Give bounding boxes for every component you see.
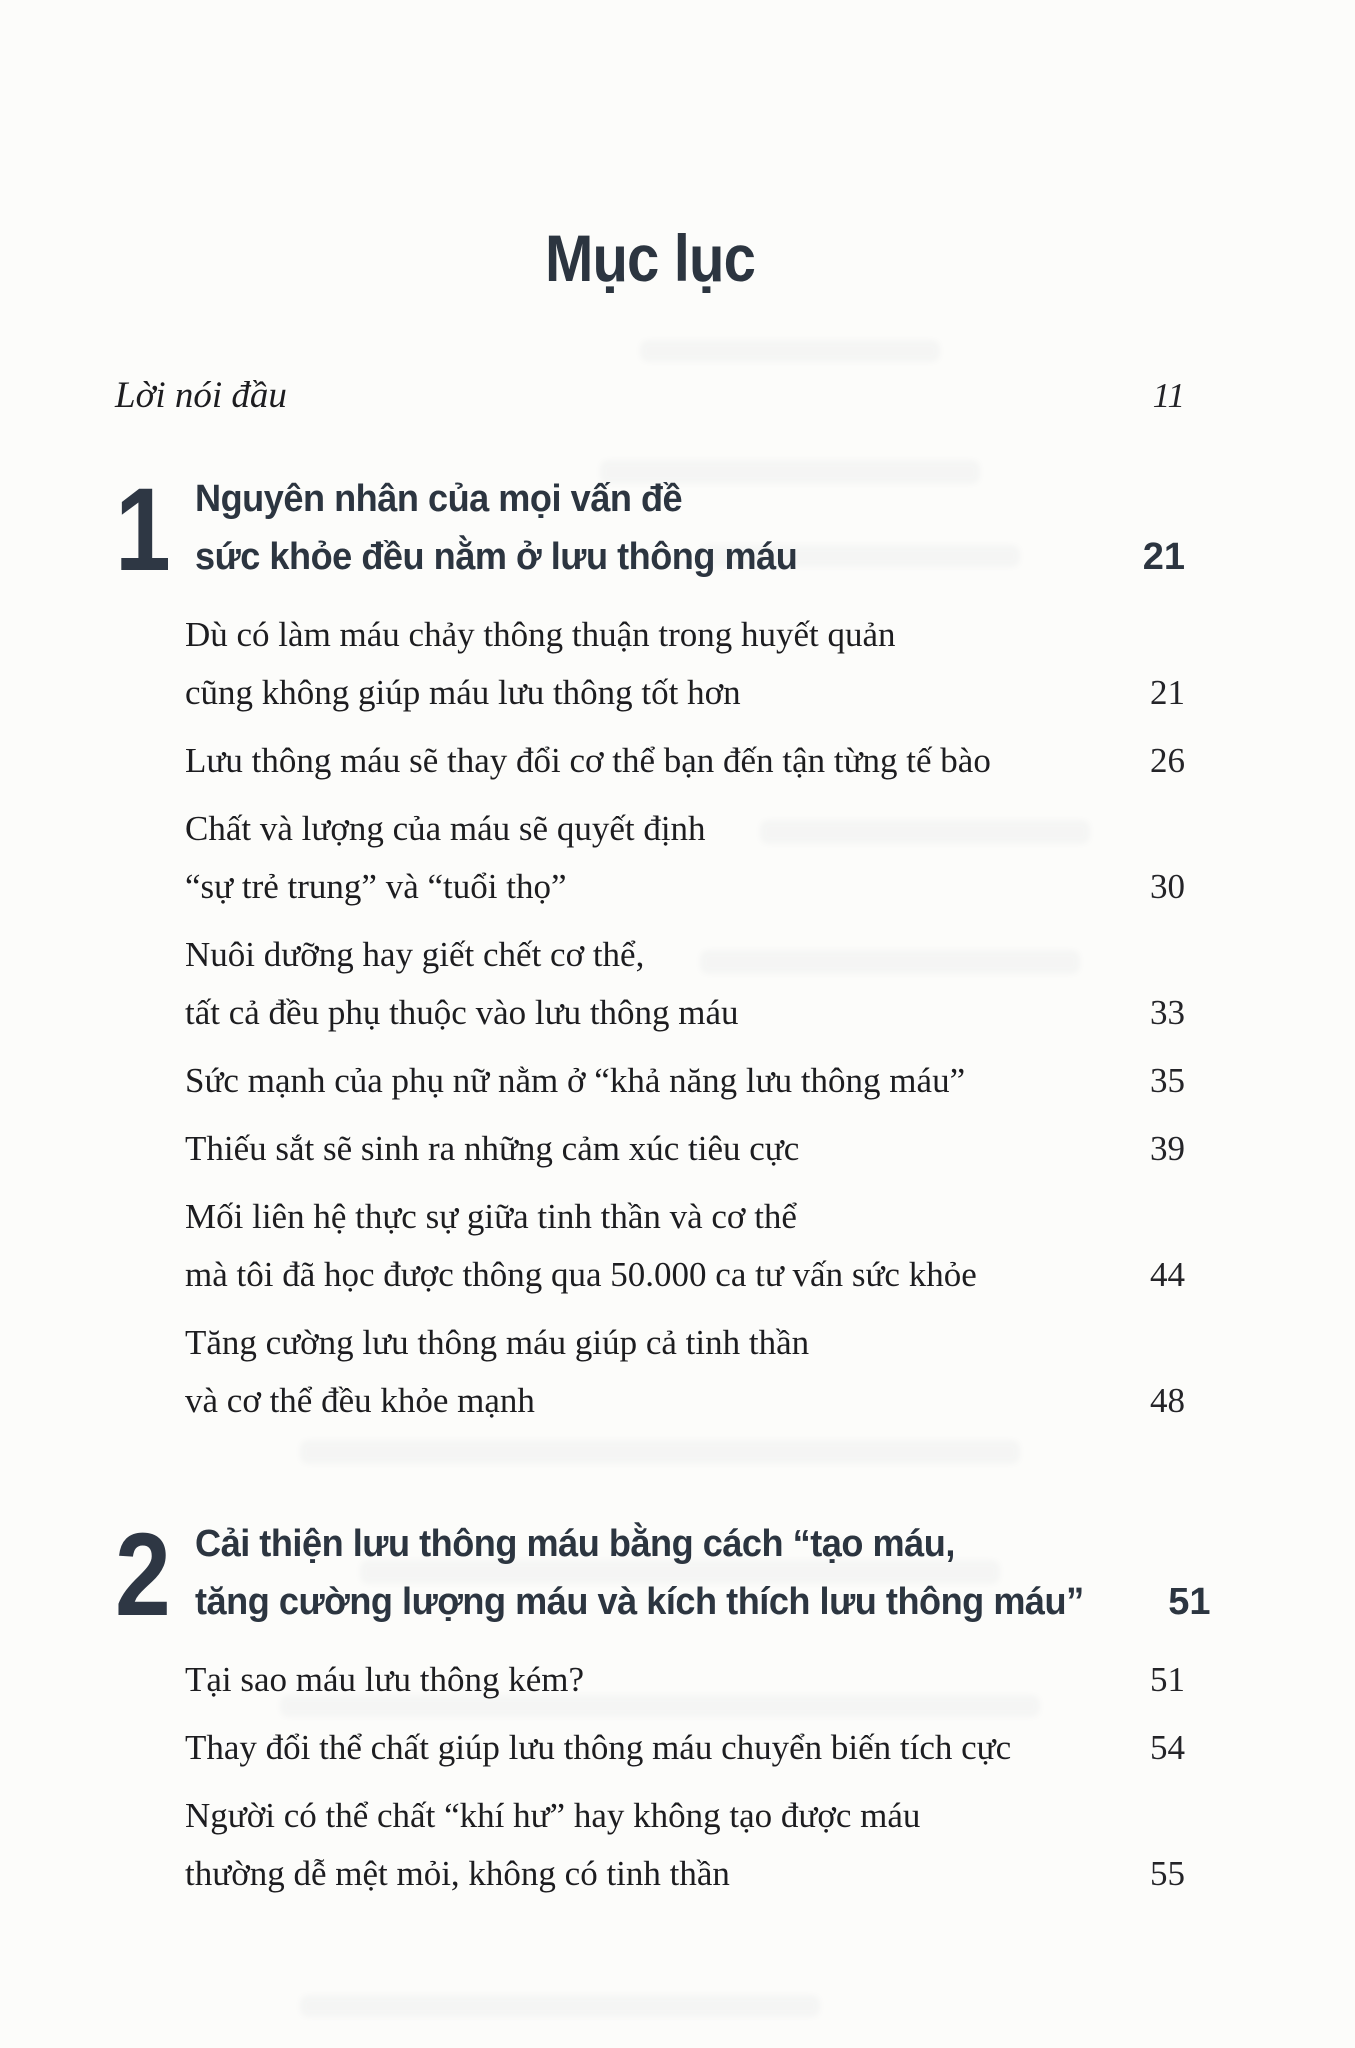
entry-page-number: 44 bbox=[1150, 1255, 1185, 1294]
toc-entry-row bbox=[115, 1314, 1185, 1430]
entry-text bbox=[185, 926, 1105, 1042]
entry-page-number: 30 bbox=[1150, 867, 1185, 906]
toc-entry-row bbox=[115, 1052, 1185, 1110]
entry-text-line: mà tôi đã học được thông qua 50.000 ca tư vấn sức khỏe bbox=[185, 1255, 977, 1294]
entry-page-number: 35 bbox=[1150, 1061, 1185, 1100]
entry-text-line: và cơ thể đều khỏe mạnh bbox=[185, 1381, 535, 1420]
toc-entry-row bbox=[115, 1787, 1185, 1903]
entry-text-line: Mối liên hệ thực sự giữa tinh thần và cơ thể bbox=[185, 1197, 797, 1236]
entry-page-number: 33 bbox=[1150, 993, 1185, 1032]
entry-text-line: cũng không giúp máu lưu thông tốt hơn bbox=[185, 673, 741, 712]
chapter-number: 1 bbox=[115, 464, 168, 596]
entry-text bbox=[185, 1787, 1105, 1903]
chapter-title-line: Nguyên nhân của mọi vấn đề bbox=[195, 478, 683, 520]
toc-chapter-row bbox=[115, 1509, 1211, 1641]
chapter-title bbox=[195, 470, 1105, 586]
toc-entry-row bbox=[115, 926, 1185, 1042]
entry-page-number: 51 bbox=[1150, 1660, 1185, 1699]
entry-text-line: Thiếu sắt sẽ sinh ra những cảm xúc tiêu cực bbox=[185, 1129, 800, 1168]
entry-text-line: Chất và lượng của máu sẽ quyết định bbox=[185, 809, 706, 848]
entry-page-number: 21 bbox=[1150, 673, 1185, 712]
preface-page-number: 11 bbox=[1152, 376, 1185, 415]
entry-text-line: thường dễ mệt mỏi, không có tinh thần bbox=[185, 1854, 730, 1893]
entry-text bbox=[185, 606, 1105, 722]
entry-text-line: Dù có làm máu chảy thông thuận trong huyết quản bbox=[185, 615, 896, 654]
entry-text bbox=[185, 1719, 1105, 1777]
chapter-page-number: 21 bbox=[1142, 536, 1185, 578]
entry-text-line: Tăng cường lưu thông máu giúp cả tinh thần bbox=[185, 1323, 810, 1362]
toc-entry-row bbox=[115, 800, 1185, 916]
entry-text-line: Người có thể chất “khí hư” hay không tạo được máu bbox=[185, 1796, 921, 1835]
entry-text bbox=[185, 1188, 1105, 1304]
entry-page-number: 39 bbox=[1150, 1129, 1185, 1168]
entry-text bbox=[185, 732, 1105, 790]
entry-page-number: 48 bbox=[1150, 1381, 1185, 1420]
entry-page-number: 55 bbox=[1150, 1854, 1185, 1893]
toc-entry-row bbox=[115, 1188, 1185, 1304]
toc-preface-row bbox=[115, 374, 1185, 418]
entry-text-line: Lưu thông máu sẽ thay đổi cơ thể bạn đến tận từng tế bào bbox=[185, 741, 991, 780]
toc-entry-row bbox=[115, 1719, 1185, 1777]
chapter-title bbox=[195, 1515, 1130, 1631]
entry-text bbox=[185, 1052, 1105, 1110]
toc-entry-row bbox=[115, 1651, 1185, 1709]
entry-text bbox=[185, 800, 1105, 916]
chapter-title-line: sức khỏe đều nằm ở lưu thông máu bbox=[195, 536, 798, 578]
preface-label: Lời nói đầu bbox=[115, 375, 287, 416]
page-title: Mục lục bbox=[544, 221, 756, 295]
chapter-number: 2 bbox=[115, 1509, 168, 1641]
chapter-page-number: 51 bbox=[1168, 1581, 1211, 1623]
entry-text bbox=[185, 1314, 1105, 1430]
toc-entry-row bbox=[115, 606, 1185, 722]
toc-entry-row bbox=[115, 1120, 1185, 1178]
entry-page-number: 26 bbox=[1150, 741, 1185, 780]
entry-text-line: Sức mạnh của phụ nữ nằm ở “khả năng lưu thông máu” bbox=[185, 1061, 966, 1100]
entry-page-number: 54 bbox=[1150, 1728, 1185, 1767]
chapter-title-line: tăng cường lượng máu và kích thích lưu thông máu” bbox=[195, 1581, 1084, 1623]
toc-sections bbox=[115, 464, 1211, 1903]
entry-text-line: “sự trẻ trung” và “tuổi thọ” bbox=[185, 867, 567, 906]
entry-text-line: Thay đổi thể chất giúp lưu thông máu chuyển biến tích cực bbox=[185, 1728, 1012, 1767]
entry-text bbox=[185, 1651, 1105, 1709]
chapter-title-line: Cải thiện lưu thông máu bằng cách “tạo máu, bbox=[195, 1523, 955, 1565]
entry-text-line: tất cả đều phụ thuộc vào lưu thông máu bbox=[185, 993, 739, 1032]
toc-entry-row bbox=[115, 732, 1185, 790]
entry-text bbox=[185, 1120, 1105, 1178]
toc-chapter-row bbox=[115, 464, 1185, 596]
entry-text-line: Nuôi dưỡng hay giết chết cơ thể, bbox=[185, 935, 645, 974]
entry-text-line: Tại sao máu lưu thông kém? bbox=[185, 1660, 585, 1699]
